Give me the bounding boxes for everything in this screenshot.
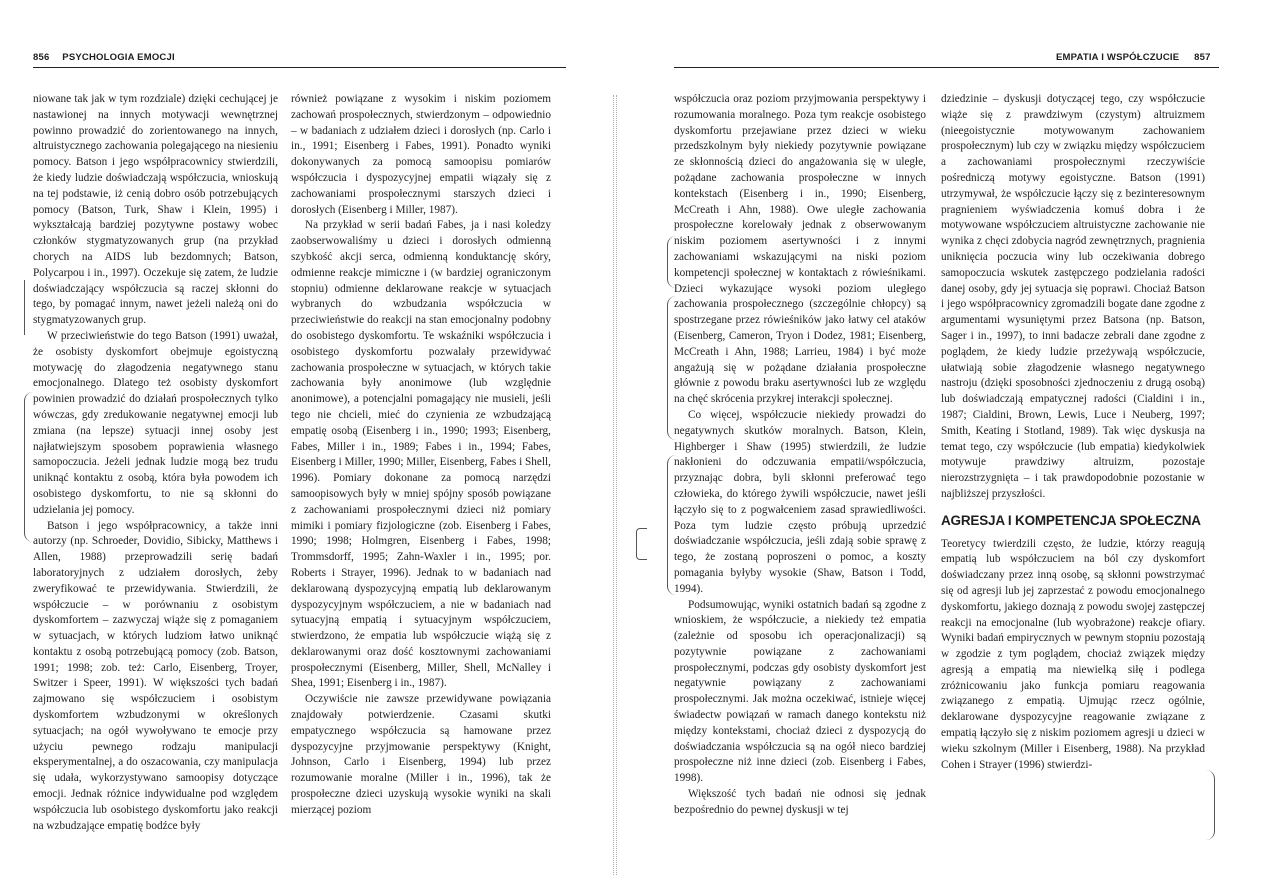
margin-annotation-mark	[636, 528, 647, 560]
paragraph: Większość tych badań nie odnosi się jednak bezpośrednio do pewnej dyskusji w tej	[674, 788, 926, 816]
paragraph: współczucia oraz poziom przyjmowania perspektywy i rozumowania moralnego. Poza tym reakcje osobistego dyskomfortu przejawiane przez dzieci w wieku przedszkolnym były niekiedy pozytywnie powiązane ze skłonnością dzieci do angażowania się w uległe, pożądane zachowania prospołeczne w innych kontekstach (Eisenberg i in., 1990; Eisenberg, McCreath i Ahn, 1988). Owe uległe zachowania prospołeczne korelowały jednak z obserwowanym niskim poziomem asertywności i z innymi zachowaniami wskazującymi na niski poziom kompetencji społecznej w kontaktach z rówieśnikami. Dzieci wykazujące wysoki poziom uległego zachowania prospołecznego (szczególnie chłopcy) są spostrzegane przez rówieśników jako łatwy cel ataków (Eisenberg, Cameron, Tryon i Dodez, 1981; Eisenberg, McCreath i Ahn, 1988; Larrieu, 1984) i być może angażują się w pożądane działania prospołeczne głównie z powodu braku asertywności lub ze względu na chęć skrócenia przykrej interakcji społecznej.	[674, 93, 926, 406]
left-header-rule	[33, 67, 566, 68]
scan-edge-dots	[613, 95, 614, 875]
right-header-rule	[674, 67, 1219, 68]
paragraph: Na przykład w serii badań Fabes, ja i nasi koledzy zaobserwowaliśmy u dzieci i dorosłych odmienną szybkość akcji serca, odmienną konduktancję skóry, odmienne reakcje mimiczne i (w bardziej ograniczonym stopniu) odmienne deklarowane reakcje w sytuacjach wybranych do wzbudzania współczucia w przeciwieństwie do reakcji na stan emocjonalny podobny do osobistego dyskomfortu. Te wskaźniki współczucia i osobistego dyskomfortu pozwalały przewidywać zachowania prospołeczne w sytuacjach, w których takie zachowania były anonimowe (lub względnie anonimowe), a potencjalni pomagający nie musieli, jeśli tego nie chcieli, mieć do czynienia ze wzbudzającą empatię osobą (Eisenberg i in., 1990; 1993; Eisenberg, Fabes, Miller i in., 1989; Fabes i in., 1994; Fabes, Eisenberg i Miller, 1990; Miller, Eisenberg, Fabes i Shell, 1996). Pomiary dokonane za pomocą narzędzi samoopisowych były w mniej spójny sposób powiązane z zachowaniami prospołecznymi dzieci niż pomiary mimiki i pomiary fizjologiczne (zob. Eisenberg i Fabes, 1990; 1998; Holmgren, Eisenberg i Fabes, 1998; Trommsdorff, 1995; Zahn-Waxler i in., 1995; por. Roberts i Strayer, 1996). Jednak to w badaniach nad deklarowaną dyspozycyjną empatią lub deklarowanym dyspozycyjnym współczuciem, a nie w badaniach nad sytuacyjną empatią i sytuacyjnym współczuciem, stwierdzono, że empatia lub współczucie wiążą się z deklarowanymi oraz dość kosztownymi zachowaniami prospołecznymi (Eisenberg, Miller, Shell, McNalley i Shea, 1991; Eisenberg i in., 1987).	[291, 219, 551, 690]
margin-bracket-mark	[667, 455, 676, 595]
margin-line-mark	[24, 280, 31, 335]
paragraph: niowane tak jak w tym rozdziale) dzięki cechującej je nastawionej na innych motywacji wewnętrznej powinno prowadzić do zorientowanego na innych, altruistycznego zachowania polegającego na niesieniu pomocy. Batson i jego współpracownicy stwierdzili, że kiedy ludzie doświadczają współczucia, wnioskują na tej podstawie, iż cenią dobro osób potrzebujących pomocy (Batson, Turk, Shaw i Klein, 1995) i wykształcają bardziej pozytywne postawy wobec członków stygmatyzowanych grup (na przykład chorych na AIDS lub bezdomnych; Batson, Polycarpou i in., 1997). Oczekuje się zatem, że ludzie doświadczający współczucia są raczej skłonni do tego, by pomagać innym, nawet jeżeli należą oni do stygmatyzowanych grup.	[33, 93, 278, 327]
right-page-number: 857	[1194, 52, 1211, 63]
margin-bracket-mark	[667, 236, 676, 288]
left-running-head: PSYCHOLOGIA EMOCJI	[62, 52, 175, 63]
right-column-1	[674, 92, 926, 819]
right-page	[631, 0, 1262, 894]
margin-bracket-mark	[667, 296, 676, 440]
left-column-2	[291, 92, 551, 819]
left-column-1	[33, 92, 278, 834]
margin-bracket-mark	[1206, 770, 1215, 840]
left-page-header	[33, 52, 175, 63]
right-page-header	[1056, 52, 1211, 63]
paragraph: dziedzinie – dyskusji dotyczącej tego, czy współczucie wiąże się z prawdziwym (czystym) altruizmem (nieegoistycznie motywowanym zachowaniem prospołecznym) lub czy w związku między współczuciem a zachowaniami prospołecznymi rzeczywiście pośredniczą motywy egoistyczne. Batson (1991) utrzymywał, że współczucie łączy się z bezinteresownym pragnieniem wyświadczenia komuś dobra i że motywowane współczuciem altruistyczne zachowanie nie wynika z chęci zdobycia nagród zewnętrznych, pragnienia uniknięcia poczucia winy lub oczekiwania dobrego samopoczucia wskutek zastępczego podzielania radości danej osoby, gdy jej sytuacja się poprawi. Chociaż Batson i jego współpracownicy zgromadzili bogate dane zgodne z argumentami wysuniętymi przez Batsona (np. Batson, Sager i in., 1997), to inni badacze zebrali dane zgodne z poglądem, że kiedy ludzie przeżywają współczucie, ułatwiają sobie złagodzenie własnego negatywnego nastroju (dzięki sposobności zjednoczeniu z drugą osobą) lub doświadczają empatycznej radości (Cialdini i in., 1987; Cialdini, Brown, Lewis, Luce i Neuberg, 1997; Smith, Keating i Stotland, 1989). Tak więc dyskusja na temat tego, czy współczucie (lub empatia) kiedykolwiek motywuje prawdziwy altruizm, pozostaje nierozstrzygnięta – i tak prawdopodobnie pozostanie w najbliższej przyszłości.	[941, 93, 1205, 500]
paragraph: Co więcej, współczucie niekiedy prowadzi do negatywnych skutków moralnych. Batson, Klein, Highberger i Shaw (1995) stwierdzili, że ludzie nakłonieni do odczuwania empatii/współczucia, przyznając dobra, byli skłonni preferować tego człowieka, do którego żywili współczucie, nawet jeśli łączyło się to z pogwałceniem zasad sprawiedliwości. Poza tym ludzie często próbują uprzedzić doświadczanie współczucia, jeśli zdają sobie sprawę z tego, że zostaną poproszeni o pomoc, a koszty pomagania byłyby wysokie (Shaw, Batson i Todd, 1994).	[674, 408, 926, 595]
paragraph: Podsumowując, wyniki ostatnich badań są zgodne z wnioskiem, że współczucie, a niekiedy też empatia (zależnie od sposobu ich operacjonalizacji) są pozytywnie powiązane z zachowaniami prospołecznymi, podczas gdy osobisty dyskomfort jest negatywnie powiązany z zachowaniami prospołecznymi. Jak można oczekiwać, istnieje więcej świadectw powiązań w ramach danego kontekstu niż między kontekstami, chociaż dzieci z dyspozycją do doświadczania współczucia są na ogół nieco bardziej prospołeczne niż inne dzieci (zob. Eisenberg i Fabes, 1998).	[674, 598, 926, 785]
left-page-number: 856	[33, 52, 50, 63]
section-heading: AGRESJA I KOMPETENCJA SPOŁECZNA	[941, 512, 1201, 528]
paragraph: Oczywiście nie zawsze przewidywane powiązania znajdowały potwierdzenie. Czasami skutki empatycznego współczucia są hamowane przez dyspozycyjne przyjmowanie perspektywy (Knight, Johnson, Carlo i Eisenberg, 1994) lub przez rozumowanie moralne (Miller i in., 1996), tak że prospołeczne dzieci uzyskują wysokie wyniki na skali mierzącej poziom	[291, 693, 551, 816]
paragraph: Teoretycy twierdzili często, że ludzie, którzy reagują empatią lub współczuciem na ból czy dyskomfort doświadczany przez inną osobę, są skłonni powstrzymać się od agresji lub jej zaprzestać z powodu emocjonalnego dyskomfortu, jakiego doznają z powodu swojej zastępczej reakcji na emocjonalne (lub wyobrażone) reakcje ofiary. Wyniki badań empirycznych w pewnym stopniu pozostają w zgodzie z tym poglądem, chociaż związek między agresją a empatią ma niewielką siłę i podlega zróżnicowaniu jako funkcja pomiaru reagowania związanego z empatią. Ujmując rzecz ogólnie, deklarowane dyspozycyjne reagowanie związane z empatią łączyło się z niskim poziomem agresji u dzieci w wieku szkolnym (Miller i Eisenberg, 1988). Na przykład Cohen i Strayer (1996) stwierdzi-	[941, 537, 1205, 771]
paragraph: również powiązane z wysokim i niskim poziomem zachowań prospołecznych, stwierdzonym – odpowiednio – w badaniach z udziałem dzieci i dorosłych (np. Carlo i in., 1991; Eisenberg i Fabes, 1991). Ponadto wyniki dokonywanych za pomocą samoopisu pomiarów współczucia i dyspozycyjnej empatii wiązały się z zachowaniami prospołecznymi starszych dzieci i dorosłych (Eisenberg i Miller, 1987).	[291, 93, 551, 216]
right-running-head: EMPATIA I WSPÓŁCZUCIE	[1056, 52, 1180, 63]
margin-bracket-mark	[24, 392, 33, 542]
paragraph: Batson i jego współpracownicy, a także inni autorzy (np. Schroeder, Dovidio, Sibicky, Matthews i Allen, 1988) przeprowadzili serię badań laboratoryjnych z udziałem dorosłych, żeby zweryfikować te przewidywania. Stwierdzili, że współczucie – w porównaniu z osobistym dyskomfortem – zazwyczaj wiąże się z pomaganiem w sytuacjach, w których ludziom łatwo uniknąć kontaktu z osobą potrzebującą pomocy (zob. Batson, 1991; 1998; zob. też: Carlo, Eisenberg, Troyer, Switzer i Speer, 1991). W większości tych badań zajmowano się współczuciem i osobistym dyskomfortem wzbudzonymi w określonych sytuacjach; na ogół wywoływano te emocje przy użyciu pewnego rodzaju manipulacji eksperymentalnej, a do oszacowania, czy manipulacja się udała, wykorzystywano samoopisy dotyczące emocji. Jednak różnice indywidualne pod względem współczucia lub osobistego dyskomfortu jako reakcji na wzbudzające empatię bodźce były	[33, 519, 278, 832]
right-column-2	[941, 92, 1205, 773]
scan-edge-dots	[616, 95, 617, 875]
paragraph: W przeciwieństwie do tego Batson (1991) uważał, że osobisty dyskomfort obejmuje egoistyczną motywację do złagodzenia negatywnego stanu emocjonalnego. Dlatego też osobisty dyskomfort powinien prowadzić do działań prospołecznych tylko wówczas, gdy zredukowanie negatywnej emocji lub zmiana (na lepsze) sytuacji innej osoby jest najłatwiejszym sposobem poprawienia własnego samopoczucia. Jeżeli jednak ludzie mogą bez trudu uniknąć kontaktu z osobą, która była powodem ich osobistego dyskomfortu, to nie są skłonni do udzielania jej pomocy.	[33, 329, 278, 516]
